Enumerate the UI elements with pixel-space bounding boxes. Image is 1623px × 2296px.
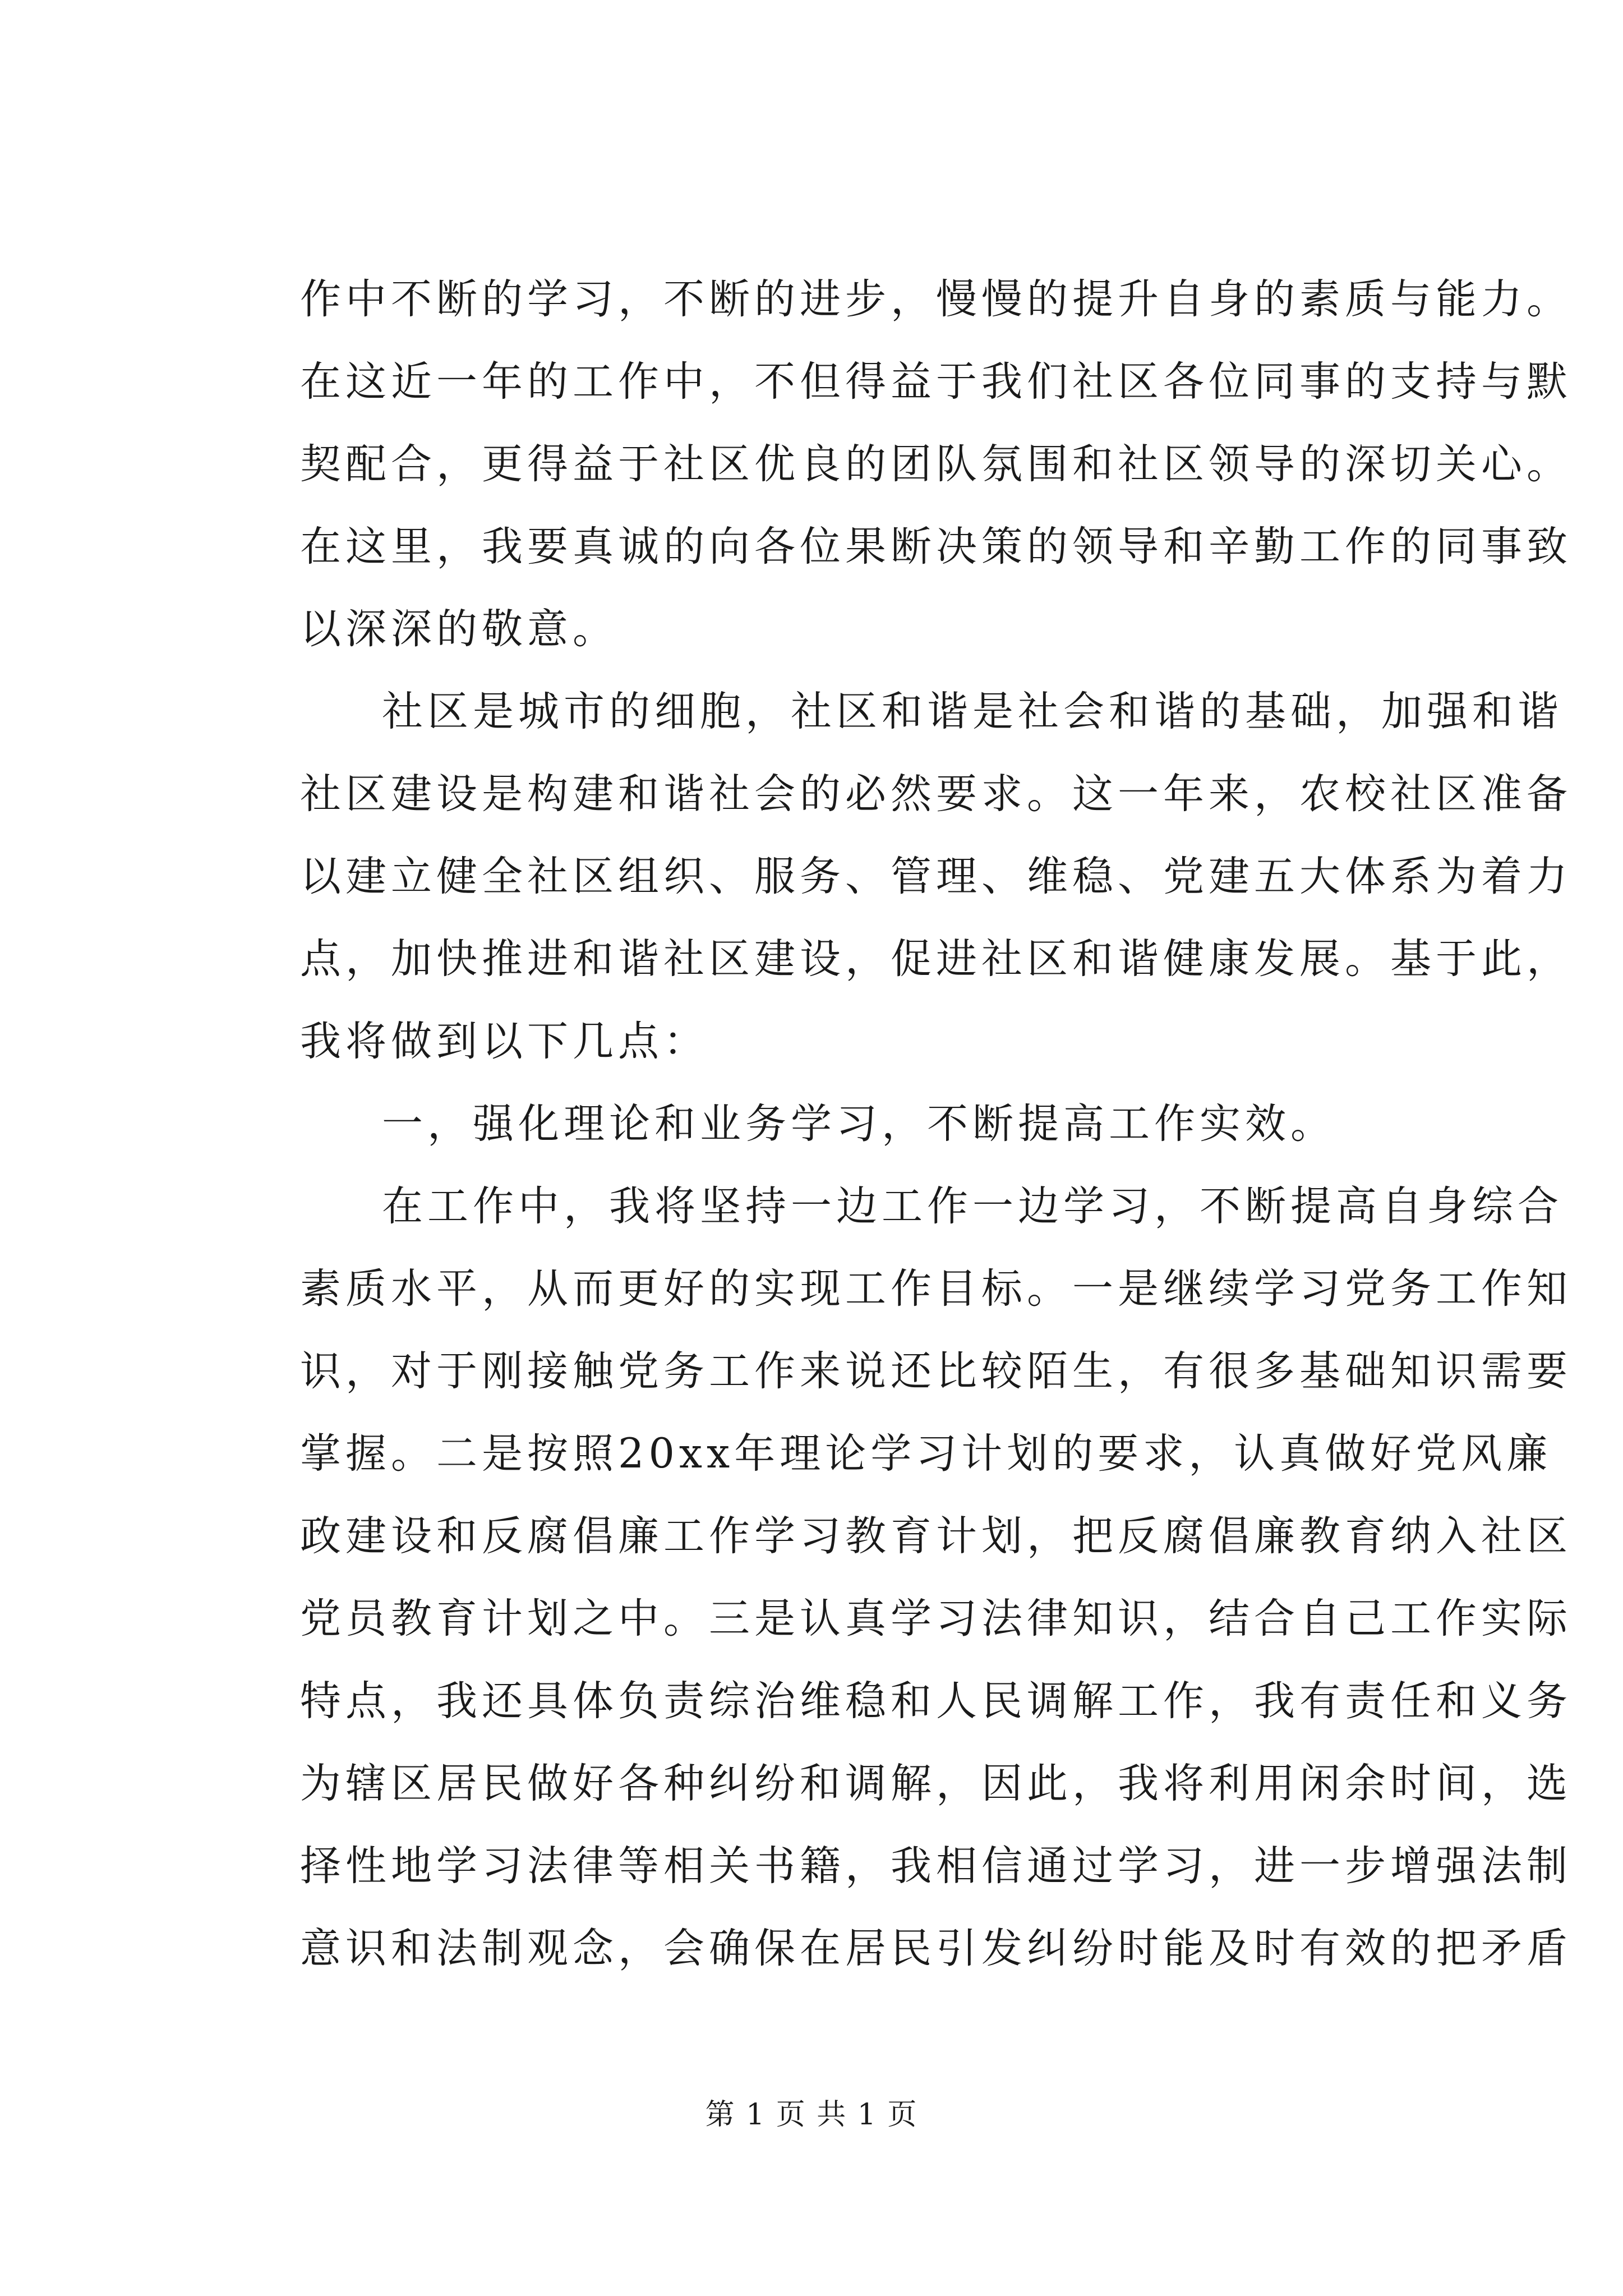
text-line: 契配合，更得益于社区优良的团队氛围和社区领导的深切关心。 (300, 440, 1572, 488)
text-line: 社区是城市的细胞，社区和谐是社会和谐的基础，加强和谐 (382, 688, 1563, 735)
text-line: 政建设和反腐倡廉工作学习教育计划，把反腐倡廉教育纳入社区 (300, 1512, 1572, 1560)
text-line: 识，对于刚接触党务工作来说还比较陌生，有很多基础知识需要 (300, 1347, 1572, 1395)
text-line: 意识和法制观念，会确保在居民引发纠纷时能及时有效的把矛盾 (300, 1925, 1572, 1972)
document-body (300, 258, 1572, 1990)
text-line: 一，强化理论和业务学习，不断提高工作实效。 (382, 1100, 1336, 1148)
text-line: 掌握。二是按照20xx年理论学习计划的要求，认真做好党风廉 (300, 1430, 1552, 1478)
text-line: 特点，我还具体负责综治维稳和人民调解工作，我有责任和义务 (300, 1677, 1572, 1725)
text-line: 作中不断的学习，不断的进步，慢慢的提升自身的素质与能力。 (300, 275, 1572, 323)
text-line: 择性地学习法律等相关书籍，我相信通过学习，进一步增强法制 (300, 1842, 1572, 1890)
text-line: 在这里，我要真诚的向各位果断决策的领导和辛勤工作的同事致 (300, 523, 1572, 570)
text-line: 在工作中，我将坚持一边工作一边学习，不断提高自身综合 (382, 1182, 1563, 1230)
text-line: 为辖区居民做好各种纠纷和调解，因此，我将利用闲余时间，选 (300, 1760, 1572, 1807)
text-line: 以深深的敬意。 (300, 605, 618, 653)
text-line: 在这近一年的工作中，不但得益于我们社区各位同事的支持与默 (300, 358, 1572, 406)
text-line: 我将做到以下几点： (300, 1018, 709, 1065)
text-line: 点，加快推进和谐社区建设，促进社区和谐健康发展。基于此， (300, 935, 1572, 983)
text-line: 党员教育计划之中。三是认真学习法律知识，结合自己工作实际 (300, 1595, 1572, 1642)
page-footer: 第 1 页 共 1 页 (705, 2098, 918, 2132)
text-line: 社区建设是构建和谐社会的必然要求。这一年来，农校社区准备 (300, 770, 1572, 818)
text-line: 以建立健全社区组织、服务、管理、维稳、党建五大体系为着力 (300, 853, 1572, 900)
text-line: 素质水平，从而更好的实现工作目标。一是继续学习党务工作知 (300, 1265, 1572, 1313)
